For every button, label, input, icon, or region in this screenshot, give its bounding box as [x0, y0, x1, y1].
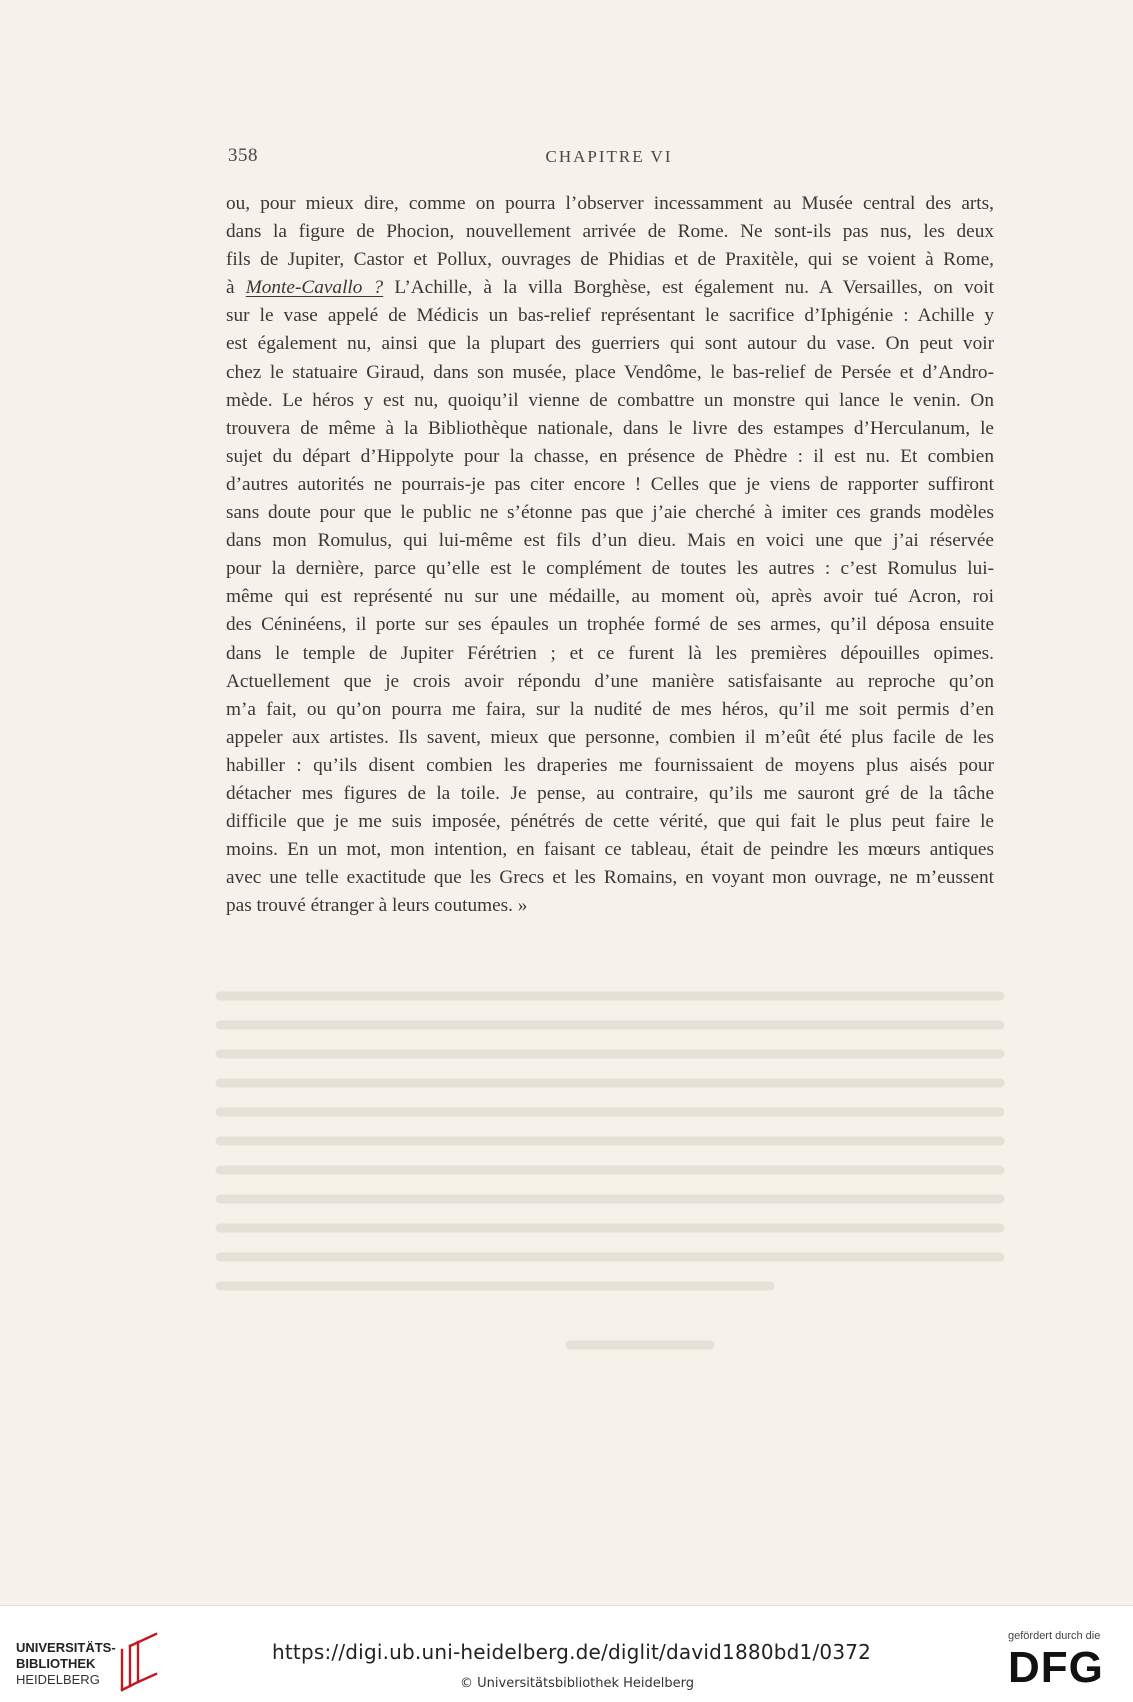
text-line: difficile que je me suis imposée, pénétrés de cette vérité, que qui fait le plus peut faire le [226, 811, 994, 833]
text-line: pour la dernière, parce qu’elle est le complément de toutes les autres : c’est Romulus lui- [226, 558, 994, 580]
text-line: même qui est représenté nu sur une médaille, au moment où, après avoir tué Acron, roi [226, 586, 994, 608]
text-line: des Céninéens, il porte sur ses épaules un trophée formé de ses armes, qu’il déposa ensuite [226, 614, 994, 636]
text-line [226, 274, 994, 302]
text-line: dans le temple de Jupiter Férétrien ; et ce furent là les premières dépouilles opimes. [226, 642, 994, 664]
dfg-logo[interactable]: DFG [1008, 1643, 1104, 1692]
text-line: trouvera de même à la Bibliothèque nationale, dans le livre des estampes d’Herculanum, le [226, 417, 994, 439]
university-library-logo[interactable] [16, 1640, 116, 1688]
library-emblem-icon [116, 1632, 160, 1692]
text-line: sans doute pour que le public ne s’étonne pas que j’aie cherché à imiter ces grands modèles [226, 502, 994, 524]
page-number: 358 [228, 145, 258, 166]
copyright-notice: © Universitätsbibliothek Heidelberg [460, 1676, 695, 1691]
funded-by-label: gefördert durch die [1008, 1630, 1101, 1642]
text-line: sujet du départ d’Hippolyte pour la chasse, en présence de Phèdre : il est nu. Et combien [226, 445, 994, 467]
permalink-url[interactable]: https://digi.ub.uni-heidelberg.de/diglit/david1880bd1/0372 [272, 1640, 872, 1664]
running-head [228, 145, 990, 173]
text-line: pas trouvé étranger à leurs coutumes. » [226, 895, 528, 917]
text-line: fils de Jupiter, Castor et Pollux, ouvrages de Phidias et de Praxitèle, qui se voient à Rome, [226, 249, 994, 271]
text-line: avec une telle exactitude que les Grecs et les Romains, en voyant mon ouvrage, ne m’eussent [226, 867, 994, 889]
show-through-texture [210, 980, 1010, 1400]
text-line: chez le statuaire Giraud, dans son musée, place Vendôme, le bas-relief de Persée et d’Andro- [226, 361, 994, 383]
text-line: ou, pour mieux dire, comme on pourra l’observer incessamment au Musée central des arts, [226, 193, 994, 214]
text-line: habiller : qu’ils disent combien les draperies me fournissaient de moyens plus aisés pour [226, 754, 994, 776]
footer-bar [0, 1605, 1133, 1702]
text-line: mède. Le héros y est nu, quoiqu’il vienne de combattre un monstre qui lance le venin. On [226, 389, 994, 411]
text-line-prefix: à [226, 277, 235, 299]
text-line: sur le vase appelé de Médicis un bas-relief représentant le sacrifice d’Iphigénie : Achille y [226, 305, 994, 327]
text-line: détacher mes figures de la toile. Je pense, au contraire, qu’ils me sauront gré de la tâche [226, 782, 994, 804]
text-line: est également nu, ainsi que la plupart des guerriers qui sont autour du vase. On peut voir [226, 333, 994, 355]
text-line: dans mon Romulus, qui lui-même est fils d’un dieu. Mais en voici une que j’ai réservée [226, 530, 994, 552]
logo-line: BIBLIOTHEK [16, 1656, 96, 1671]
text-line: m’a fait, ou qu’on pourra me faira, sur la nudité de mes héros, qu’il me soit permis d’en [226, 698, 994, 720]
text-line-rest: L’Achille, à la villa Borghèse, est également nu. A Versailles, on voit [394, 277, 994, 299]
logo-line: UNIVERSITÄTS- [16, 1640, 116, 1655]
text-line: appeler aux artistes. Ils savent, mieux que personne, combien il m’eût été plus facile de les [226, 726, 994, 748]
italic-place-name: Monte-Cavallo ? [245, 277, 384, 299]
text-line: dans la figure de Phocion, nouvellement arrivée de Rome. Ne sont-ils pas nus, les deux [226, 221, 994, 243]
logo-line: HEIDELBERG [16, 1672, 100, 1687]
text-line: Actuellement que je crois avoir répondu d’une manière satisfaisante au reproche qu’on [226, 670, 994, 692]
text-line: d’autres autorités ne pourrais-je pas citer encore ! Celles que je viens de rapporter suffiront [226, 473, 994, 495]
chapter-title: CHAPITRE VI [545, 147, 673, 166]
body-text [226, 190, 994, 920]
text-line: moins. En un mot, mon intention, en faisant ce tableau, était de peindre les mœurs antiques [226, 839, 994, 861]
